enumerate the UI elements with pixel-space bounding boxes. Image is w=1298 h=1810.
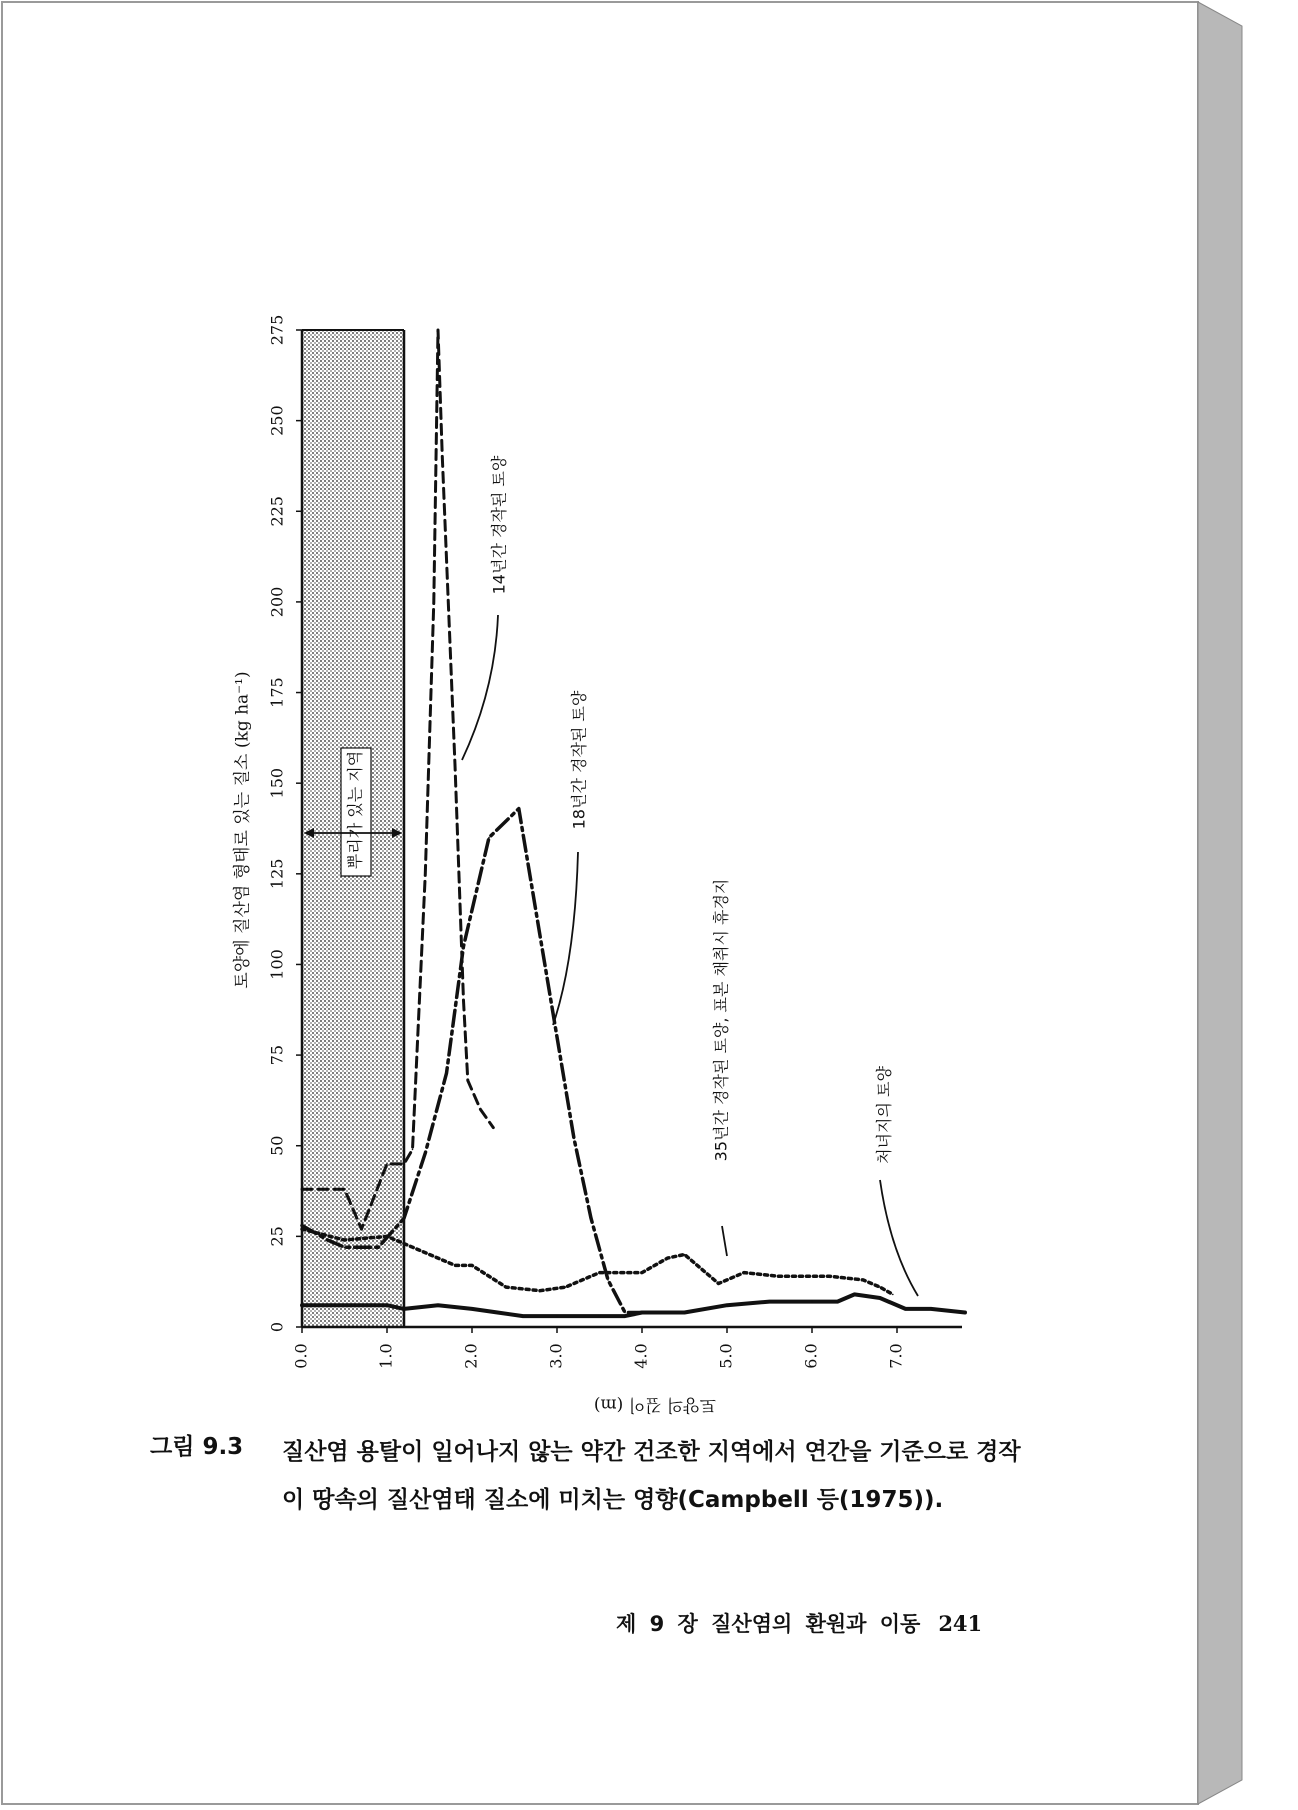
- series-point-3: [684, 1254, 686, 1256]
- annotation-35-years: 35년간 경작된 토양, 표본 채취시 휴경지: [711, 878, 731, 1162]
- x-tick-label: 1.0: [376, 1343, 396, 1369]
- series-point-4: [599, 1315, 601, 1317]
- series-point-2: [607, 1279, 609, 1281]
- series-point-3: [565, 1286, 567, 1288]
- series-point-4: [556, 1315, 558, 1317]
- series-point-4: [403, 1308, 405, 1310]
- series-point-2: [463, 946, 465, 948]
- series-point-2: [446, 1072, 448, 1074]
- series-point-3: [828, 1275, 830, 1277]
- series-point-2: [539, 935, 541, 937]
- x-tick-label: 2.0: [461, 1343, 481, 1369]
- y-tick-label: 100: [267, 949, 287, 980]
- page-number: 241: [938, 1611, 983, 1636]
- figure-label: 그림 9.3: [150, 1434, 244, 1460]
- series-point-1: [442, 456, 444, 458]
- x-tick-label: 4.0: [631, 1343, 651, 1369]
- series-point-4: [522, 1315, 524, 1317]
- annotation-18-years: 18년간 경작된 토양: [569, 690, 589, 830]
- series-point-2: [518, 808, 520, 810]
- series-point-3: [301, 1228, 303, 1230]
- series-point-1: [403, 1163, 405, 1165]
- series-point-3: [726, 1279, 728, 1281]
- series-point-1: [493, 1127, 495, 1129]
- x-axis-title: 토양의 깊이 (m): [593, 1394, 717, 1415]
- series-point-4: [437, 1304, 439, 1306]
- series-point-1: [386, 1163, 388, 1165]
- series-point-4: [386, 1304, 388, 1306]
- y-tick-label: 150: [267, 767, 287, 799]
- y-tick-label: 200: [267, 586, 287, 618]
- series-point-3: [879, 1286, 881, 1288]
- series-point-3: [777, 1275, 779, 1277]
- series-point-4: [641, 1312, 643, 1314]
- series-point-4: [624, 1315, 626, 1317]
- series-point-4: [905, 1308, 907, 1310]
- series-point-3: [667, 1257, 669, 1259]
- series-point-3: [718, 1283, 720, 1285]
- series-point-1: [425, 873, 427, 875]
- x-tick-label: 0.0: [291, 1343, 311, 1369]
- y-tick-label: 225: [267, 495, 287, 527]
- series-point-4: [726, 1304, 728, 1306]
- series-point-3: [412, 1246, 414, 1248]
- series-point-2: [573, 1138, 575, 1140]
- series-point-3: [641, 1272, 643, 1274]
- series-point-3: [743, 1272, 745, 1274]
- x-tick-label: 3.0: [546, 1343, 566, 1369]
- series-point-4: [684, 1312, 686, 1314]
- x-tick-label: 5.0: [716, 1343, 736, 1369]
- page-border: [2, 2, 1198, 1804]
- series-point-1: [433, 601, 435, 603]
- series-point-2: [590, 1217, 592, 1219]
- series-point-4: [879, 1297, 881, 1299]
- x-tick-label: 6.0: [801, 1343, 821, 1369]
- x-tick-label: 7.0: [886, 1343, 906, 1369]
- series-point-3: [892, 1294, 894, 1296]
- series-point-1: [412, 1149, 414, 1151]
- series-point-4: [471, 1308, 473, 1310]
- y-tick-label: 50: [267, 1135, 287, 1156]
- series-point-3: [386, 1236, 388, 1238]
- series-point-4: [497, 1312, 499, 1314]
- series-point-4: [837, 1301, 839, 1303]
- series-point-1: [301, 1188, 303, 1190]
- series-point-4: [301, 1304, 303, 1306]
- series-point-2: [378, 1246, 380, 1248]
- series-point-1: [344, 1188, 346, 1190]
- series-point-3: [599, 1272, 601, 1274]
- series-point-2: [301, 1225, 303, 1227]
- series-point-1: [480, 1109, 482, 1111]
- series-point-1: [454, 764, 456, 766]
- series-point-2: [556, 1036, 558, 1038]
- y-tick-label: 25: [267, 1226, 287, 1247]
- series-point-2: [344, 1246, 346, 1248]
- series-point-2: [403, 1217, 405, 1219]
- series-point-3: [344, 1239, 346, 1241]
- series-point-4: [811, 1301, 813, 1303]
- series-point-3: [471, 1265, 473, 1267]
- series-point-1: [361, 1228, 363, 1230]
- series-point-4: [344, 1304, 346, 1306]
- y-tick-label: 75: [267, 1044, 287, 1066]
- series-point-3: [539, 1290, 541, 1292]
- series-point-1: [467, 1080, 469, 1082]
- annotation-virgin-soil: 처녀지의 토양: [874, 1066, 894, 1164]
- series-point-2: [425, 1152, 427, 1154]
- annotation-14-years: 14년간 경작된 토양: [489, 455, 509, 595]
- page-footer: [616, 1608, 982, 1638]
- series-point-4: [769, 1301, 771, 1303]
- y-tick-label: 0: [267, 1321, 287, 1333]
- series-point-4: [964, 1312, 966, 1314]
- y-tick-label: 175: [267, 677, 287, 708]
- series-point-3: [454, 1265, 456, 1267]
- series-point-2: [624, 1312, 626, 1314]
- y-axis-title: 토양에 질산염 형태로 있는 질소 (kg ha⁻¹): [232, 671, 253, 989]
- series-point-1: [437, 329, 439, 331]
- y-tick-label: 125: [267, 858, 287, 890]
- series-point-3: [862, 1279, 864, 1281]
- series-point-4: [854, 1294, 856, 1296]
- y-tick-label: 275: [267, 314, 287, 346]
- series-point-2: [327, 1239, 329, 1241]
- series-point-1: [463, 1000, 465, 1002]
- chapter-title: 제 9 장 질산염의 환원과 이동: [616, 1612, 921, 1636]
- figure-caption: 질산염 용탈이 일어나지 않는 약간 건조한 지역에서 연간을 기준으로 경작이 땅속의 질산염태 질소에 미치는 영향(Campbell 등(1975)).: [282, 1439, 1021, 1513]
- root-zone-label: 뿌리가 있는 지역: [345, 750, 365, 870]
- series-point-3: [505, 1286, 507, 1288]
- book-edge: [1198, 2, 1242, 1804]
- series-point-4: [930, 1308, 932, 1310]
- y-tick-label: 250: [267, 405, 287, 436]
- series-point-2: [488, 837, 490, 839]
